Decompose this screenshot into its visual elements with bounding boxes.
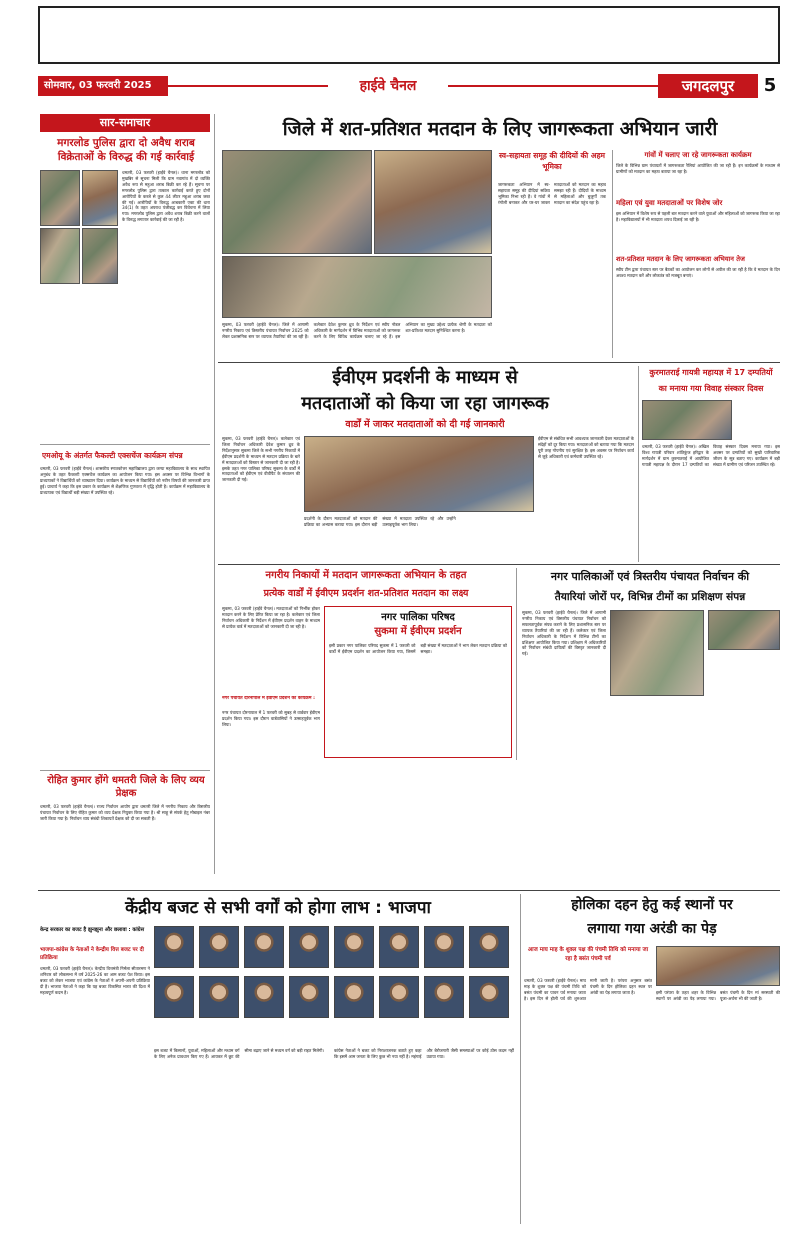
top-story-sub2-headline: गांवों में चलाए जा रहे जागरूकता कार्यक्रम xyxy=(644,151,752,159)
urban-story-sub-label: नगर पंचायत दोरनापाल में ईवीएम प्रदर्शन का कार्यक्रम : xyxy=(222,696,315,701)
portrait-14 xyxy=(379,976,419,1018)
urban-story-headline-line2: प्रत्येक वार्डों में ईवीएम प्रदर्शन शत-प्रतिशत मतदान का लक्ष्य xyxy=(263,588,469,599)
training-story-body: सुकमा, 03 फरवरी (हाईवे चैनल)। जिले में आगामी नगरीय निकाय एवं त्रिस्तरीय पंचायत निर्वाचन को सफलतापूर्वक संपन्न कराने के लिए प्रशासनिक स्तर पर व्यापक तैयारियां की जा रही हैं। कलेक्टर एवं जिला निर्वाचन अधिकारी के निर्देशन में विभिन्न टीमों का प्रशिक्षण आयोजित किया गया। प्रशिक्षण में अधिकारियों को निर्वाचन संबंधी दायित्वों की विस्तृत जानकारी दी गई। xyxy=(522,610,606,657)
evm-story-col1: सुकमा, 03 फरवरी (हाईवे चैनल)। कलेक्टर एवं जिला निर्वाचन अधिकारी देवेश कुमार ध्रुव के निर्देशानुसार सुकमा जिले के सभी नगरीय निकायों में ईवीएम प्रदर्शनी के माध्यम से मतदान प्रक्रिया के बारे में मतदाताओं को विस्तार से जानकारी दी जा रही है। इसके तहत नगर पालिका परिषद सुकमा के वार्डों में मतदाताओं को ईवीएम एवं वीवीपैट के संचालन की जानकारी दी गई। xyxy=(222,436,300,483)
top-story-sub3-body: इस अभियान में विशेष रूप से पहली बार मतदान करने वाले युवाओं और महिलाओं को जागरूक किया जा रहा है। महाविद्यालयों में भी मतदाता शपथ दिलाई जा रही है। xyxy=(616,211,780,222)
header-city-box xyxy=(658,74,758,98)
sidebar-story1-photo-bottom xyxy=(40,228,80,284)
top-story-sub4-body: स्वीप टीम द्वारा पंचायत स्तर पर बैठकों का आयोजन कर लोगों से अपील की जा रही है कि वे मतदान के दिन अवश्य मतदान करें और लोकतंत्र को मजबूत बनाएं। xyxy=(616,267,780,278)
evm-story-headline-line2: मतदाताओं को किया जा रहा जागरूक xyxy=(301,393,549,414)
holika-story-photo xyxy=(656,946,780,986)
marriage-story-headline-line1: कुरमातराई गायत्री महायज्ञ में 17 दम्पतियों xyxy=(649,368,773,377)
urban-story-box-headline-line1: नगर पालिका परिषद xyxy=(381,612,455,623)
sidebar-section-label: सार-समाचार xyxy=(40,114,210,132)
portrait-13 xyxy=(334,976,374,1018)
budget-story-col1: धमतरी, 03 फरवरी (हाईवे चैनल)। केन्द्रीय वित्तमंत्री निर्मला सीतारमण ने शनिवार को लोकसभा में वर्ष 2025-26 का आम बजट पेश किया। इस बजट को लेकर भाजपा एवं कांग्रेस के नेताओं ने अपनी-अपनी प्रतिक्रिया दी है। भाजपा नेताओं ने कहा कि यह बजट विकसित भारत की दिशा में महत्वपूर्ण कदम है। xyxy=(40,966,150,995)
urban-story-box-body: इसी प्रकार नगर पालिका परिषद सुकमा में 1 फरवरी को वार्डों में ईवीएम प्रदर्शन का आयोजन किया गया, जिसमें बड़ी संख्या में मतदाताओं ने भाग लेकर मतदान प्रक्रिया को समझा। xyxy=(329,643,507,654)
holika-story-col1: धमतरी, 03 फरवरी (हाईवे चैनल)। माघ माह के शुक्ल पक्ष की पंचमी तिथि को बसंत पंचमी का पावन पर्व मनाया जाता है। इस दिन से होली पर्व की शुरुआत मानी जाती है। परंपरा अनुसार बसंत पंचमी के दिन होलिका दहन स्थल पर अरंडी का पेड़ लगाया जाता है। xyxy=(524,978,652,1001)
masthead-top-rule xyxy=(38,6,780,64)
top-story-sub1-body: जागरूकता अभियान में स्व-सहायता समूह की दीदियां सक्रिय भूमिका निभा रही हैं। वे गांवों में रंगोली बनाकर और घर-घर जाकर मतदाताओं को मतदान का महत्व समझा रही हैं। दीदियों के माध्यम से महिलाओं और बुजुर्गों तक मतदान का संदेश पहुंच रहा है। xyxy=(498,182,606,205)
holika-story-kicker: आज माघ माह के शुक्ल पक्ष की पंचमी तिथि को मनाया जा रहा है बसंत पंचमी पर्व xyxy=(527,947,649,962)
portrait-16 xyxy=(469,976,509,1018)
evm-story-col3: ईवीएम से संबंधित सभी आवश्यक जानकारी देकर मतदाताओं के संदेहों को दूर किया गया। मतदाताओं को बताया गया कि मतदान पूरी तरह गोपनीय एवं सुरक्षित है। इस अवसर पर निर्वाचन कार्य से जुड़े अधिकारी एवं कर्मचारी उपस्थित रहे। xyxy=(538,436,634,459)
portrait-12 xyxy=(289,976,329,1018)
portrait-9 xyxy=(154,976,194,1018)
urban-story-sub-body: नगर पंचायत दोरनापाल में 1 फरवरी को सुबह से वार्डवार ईवीएम प्रदर्शन किया गया। इस दौरान वार्डवासियों ने उत्साहपूर्वक भाग लिया। xyxy=(222,710,320,727)
evm-story-col2: प्रदर्शनी के दौरान मतदाताओं को मतदान की प्रक्रिया का अभ्यास कराया गया। इस दौरान बड़ी संख्या में मतदाता उपस्थित रहे और उन्होंने उत्साहपूर्वक भाग लिया। xyxy=(304,516,456,527)
marriage-story-body: धमतरी, 03 फरवरी (हाईवे चैनल)। अखिल विश्व गायत्री परिवार शांतिकुंज हरिद्वार के मार्गदर्शन में ग्राम कुरमातराई में आयोजित गायत्री महायज्ञ के दौरान 17 दम्पतियों का विवाह संस्कार दिवस मनाया गया। इस अवसर पर दम्पतियों को सुखी पारिवारिक जीवन के सूत्र बताए गए। कार्यक्रम में बड़ी संख्या में ग्रामीण एवं परिजन उपस्थित रहे। xyxy=(642,444,780,467)
top-story-sub2-body: जिले के विभिन्न ग्राम पंचायतों में जागरूकता रैलियां आयोजित की जा रही हैं। इन कार्यक्रमों के माध्यम से ग्रामीणों को मतदान का महत्व बताया जा रहा है। xyxy=(616,163,780,174)
urban-story-headline-line1: नगरीय निकायों में मतदान जागरूकता अभियान के तहत xyxy=(265,570,467,581)
header-paper-name: हाईवे चैनल xyxy=(328,75,448,97)
sidebar-story1-headline: मगरलोड पुलिस द्वारा दो अवैध शराब विक्रेताओं के विरुद्ध की गई कार्रवाई xyxy=(57,137,195,163)
sidebar-story3-headline: रोहित कुमार होंगे धमतरी जिले के लिए व्यय प्रेक्षक xyxy=(47,775,205,799)
portrait-2 xyxy=(199,926,239,968)
budget-story-headline: केंद्रीय बजट से सभी वर्गों को होगा लाभ : भाजपा xyxy=(125,898,431,918)
portrait-8 xyxy=(469,926,509,968)
top-story-photo-3 xyxy=(222,256,492,318)
training-story-headline-line1: नगर पालिकाओं एवं त्रिस्तरीय पंचायत निर्वाचन की xyxy=(550,570,750,583)
top-story-photo-1 xyxy=(222,150,372,254)
sidebar-story1-photo-left xyxy=(40,170,80,226)
header-rule xyxy=(168,85,728,87)
top-story-headline: जिले में शत-प्रतिशत मतदान के लिए जागरूकता अभियान जारी xyxy=(282,118,718,140)
sidebar-story2-headline: एमओयू के अंतर्गत फैकल्टी एक्सचेंज कार्यक्रम संपन्न xyxy=(42,451,183,460)
portrait-1 xyxy=(154,926,194,968)
sidebar-story1-photo-right xyxy=(82,170,118,226)
sidebar-story2-body: धमतरी, 03 फरवरी (हाईवे चैनल)। शासकीय स्नातकोत्तर महाविद्यालय द्वारा कन्या महाविद्यालय के साथ स्थापित अनुबंध के तहत फैकल्टी एक्सचेंज कार्यक्रम का आयोजन किया गया। इस अवसर पर विभिन्न विभागों के प्राध्यापकों ने विद्यार्थियों को व्याख्यान दिया। कार्यक्रम के माध्यम से विद्यार्थियों को नवीन विषयों की जानकारी प्राप्त हुई। प्राचार्य ने कहा कि इस प्रकार के कार्यक्रम से शैक्षणिक गुणवत्ता में वृद्धि होती है। कार्यक्रम में महाविद्यालय के प्राध्यापक एवं विद्यार्थी बड़ी संख्या में उपस्थित रहे। xyxy=(40,466,210,495)
urban-story-box-headline-line2: सुकमा में ईवीएम प्रदर्शन xyxy=(374,626,462,637)
training-story-photo xyxy=(610,610,704,696)
header-city: जगदलपुर xyxy=(681,77,735,95)
sidebar-story1-photo-bottom2 xyxy=(82,228,118,284)
holika-story-headline-line1: होलिका दहन हेतु कई स्थानों पर xyxy=(571,897,733,913)
marriage-story-headline-line2: का मनाया गया विवाह संस्कार दिवस xyxy=(658,384,764,393)
portrait-11 xyxy=(244,976,284,1018)
budget-story-portraits xyxy=(154,926,514,1044)
evm-story-headline-line1: ईवीएम प्रदर्शनी के माध्यम से xyxy=(332,367,518,388)
budget-story-col3: कांग्रेस नेताओं ने बजट को निराशाजनक बताते हुए कहा कि इसमें आम जनता के लिए कुछ भी नया नहीं है। महंगाई और बेरोजगारी जैसी समस्याओं पर कोई ठोस कदम नहीं उठाया गया। xyxy=(334,1048,514,1059)
masthead-bar xyxy=(38,74,780,100)
header-date: सोमवार, 03 फरवरी 2025 xyxy=(44,80,152,91)
portrait-7 xyxy=(424,926,464,968)
portrait-6 xyxy=(379,926,419,968)
budget-story-col2: इस बजट में किसानों, युवाओं, महिलाओं और मध्यम वर्ग के लिए अनेक प्रावधान किए गए हैं। आयकर में छूट की सीमा बढ़ाए जाने से मध्यम वर्ग को बड़ी राहत मिलेगी। xyxy=(154,1048,325,1059)
portrait-3 xyxy=(244,926,284,968)
sidebar xyxy=(40,114,210,874)
urban-story-body: सुकमा, 03 फरवरी (हाईवे चैनल)। मतदाताओं को निर्भीक होकर मतदान करने के लिए प्रेरित किया जा रहा है। कलेक्टर एवं जिला निर्वाचन अधिकारी के निर्देशन में ईवीएम प्रदर्शन वाहन के माध्यम से प्रत्येक वार्ड में मतदाताओं को जानकारी दी जा रही है। xyxy=(222,606,320,629)
portrait-10 xyxy=(199,976,239,1018)
top-story-sub1-headline: स्व-सहायता समूह की दीदियों की अहम भूमिका xyxy=(498,151,606,171)
top-story-photo-2 xyxy=(374,150,492,254)
header-page-number: 5 xyxy=(763,75,777,96)
header-date-box xyxy=(38,76,168,96)
evm-story-photo xyxy=(304,436,534,512)
urban-story-box xyxy=(324,606,512,758)
holika-story-col2: इसी परंपरा के तहत शहर के विभिन्न स्थानों पर अरंडी का पेड़ लगाया गया। बसंत पंचमी के दिन मां सरस्वती की पूजा-अर्चना भी की जाती है। xyxy=(656,990,780,1001)
holika-story-headline-line2: लगाया गया अरंडी का पेड़ xyxy=(587,921,717,937)
sidebar-story3-body: धमतरी, 03 फरवरी (हाईवे चैनल)। राज्य निर्वाचन आयोग द्वारा धमतरी जिले में नगरीय निकाय और त्रिस्तरीय पंचायत निर्वाचन के लिए रोहित कुमार को व्यय प्रेक्षक नियुक्त किया गया है। श्री साहू से संपर्क हेतु मोबाइल नंबर जारी किया गया है। निर्वाचन व्यय संबंधी शिकायतें प्रेक्षक को दी जा सकती हैं। xyxy=(40,804,210,821)
top-story-photo-caption: सुकमा, 03 फरवरी (हाईवे चैनल)। जिले में आगामी नगरीय निकाय एवं त्रिस्तरीय पंचायत निर्वाचन 2025 को लेकर प्रशासनिक स्तर पर व्यापक तैयारियां की जा रही हैं। कलेक्टर देवेश कुमार ध्रुव के निर्देशन एवं स्वीप नोडल अधिकारी के मार्गदर्शन में विभिन्न मतदाताओं को जागरूक करने के लिए विविध कार्यक्रम चलाए जा रहे हैं। इस अभियान का मुख्य उद्देश्य प्रत्येक श्रेणी के मतदाता को शत-प्रतिशत मतदान सुनिश्चित करना है। xyxy=(222,322,492,339)
sidebar-story1-body: धमतरी, 03 फरवरी (हाईवे चैनल)। थाना मगरलोड को मुखबिर से सूचना मिली कि ग्राम नवागांव में दो व्यक्ति अवैध रूप से महुआ शराब बिक्री कर रहे हैं। सूचना पर मगरलोड पुलिस द्वारा तत्काल कार्रवाई करते हुए दोनों आरोपियों के कब्जे से कुल 44 लीटर महुआ शराब जब्त की गई। आरोपियों के विरुद्ध आबकारी एक्ट की धारा 34(1) के तहत अपराध पंजीबद्ध कर विवेचना में लिया गया। मगरलोड पुलिस द्वारा अवैध शराब बिक्री करने वालों के विरुद्ध लगातार कार्रवाई की जा रही है। xyxy=(122,170,210,223)
marriage-story-photo xyxy=(642,400,732,440)
top-story-sub4-headline: शत-प्रतिशत मतदान के लिए जागरूकता अभियान तेज xyxy=(616,255,745,263)
training-story-photo-2 xyxy=(708,610,780,650)
budget-story-kicker1: केन्द्र सरकार का बजट है झुनझुना और छलावा : कांग्रेस xyxy=(40,927,145,933)
training-story-headline-line2: तैयारियां जोरों पर, विभिन्न टीमों का प्रशिक्षण संपन्न xyxy=(554,591,746,603)
budget-story-kicker2: भाजपा-कांग्रेस के नेताओं ने केन्द्रीय वित्त बजट पर दी प्रतिक्रिया xyxy=(40,947,144,961)
portrait-4 xyxy=(289,926,329,968)
evm-story-subheadline: वार्डों में जाकर मतदाताओं को दी गई जानकारी xyxy=(345,419,505,430)
top-story-sub3-headline: महिला एवं युवा मतदाताओं पर विशेष जोर xyxy=(616,199,723,207)
portrait-5 xyxy=(334,926,374,968)
portrait-15 xyxy=(424,976,464,1018)
